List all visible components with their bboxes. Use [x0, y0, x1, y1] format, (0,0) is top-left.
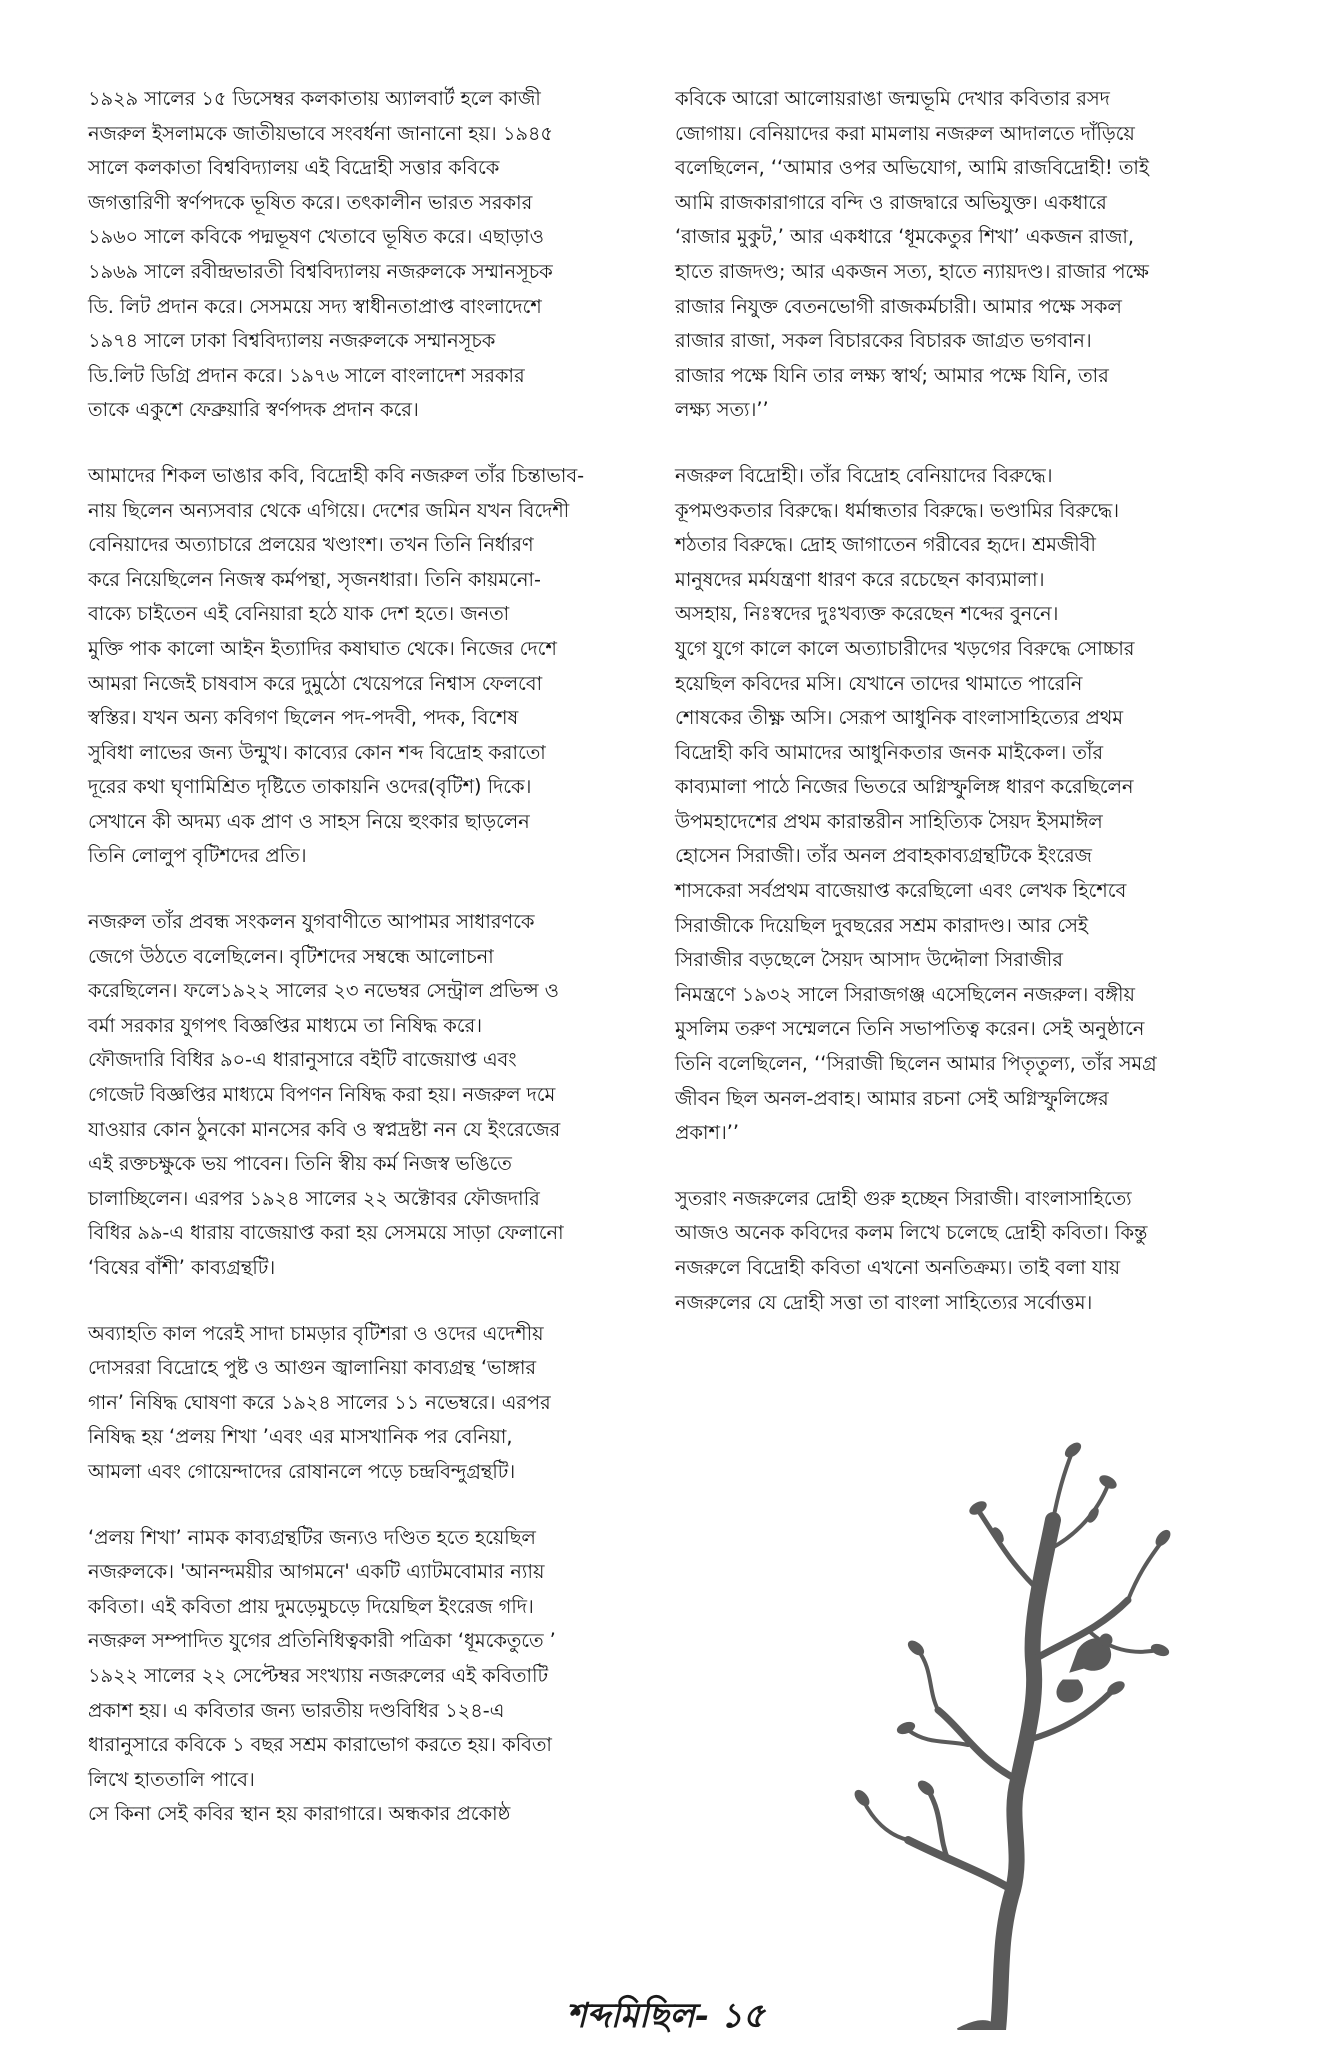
text-line: সে কিনা সেই কবির স্থান হয় কারাগারে। অন্ধকার প্রকোষ্ঠ — [88, 1802, 511, 1826]
text-line: হয়েছিল কবিদের মসি। যেখানে তাদের থামাতে পারেনি — [675, 671, 1083, 695]
text-line: নজরুল ইসলামকে জাতীয়ভাবে সংবর্ধনা জানানো হয়। ১৯৪৫ — [88, 121, 553, 145]
text-line: ডি.লিট ডিগ্রি প্রদান করে। ১৯৭৬ সালে বাংলাদেশ সরকার — [88, 363, 525, 387]
text-line: বিধির ৯৯-এ ধারায় বাজেয়াপ্ত করা হয় সেসময়ে সাড়া ফেলানো — [88, 1221, 564, 1245]
text-line: সালে কলকাতা বিশ্ববিদ্যালয় এই বিদ্রোহী সত্তার কবিকে — [88, 156, 500, 180]
text-line: করেছিলেন। ফলে১৯২২ সালের ২৩ নভেম্বর সেন্ট্রাল প্রভিন্স ও — [88, 979, 559, 1003]
text-line: তিনি বলেছিলেন, ‘‘সিরাজী ছিলেন আমার পিতৃতুল্য, তাঁর সমগ্র — [675, 1052, 1157, 1076]
text-line: শাসকেরা সর্বপ্রথম বাজেয়াপ্ত করেছিলো এবং লেখক হিশেবে — [675, 879, 1127, 903]
text-line: নজরুল বিদ্রোহী। তাঁর বিদ্রোহ বেনিয়াদের বিরুদ্ধে। — [675, 463, 1053, 487]
text-line: ‘প্রলয় শিখা’ নামক কাব্যগ্রন্থটির জন্যও দণ্ডিত হতে হয়েছিল — [88, 1525, 536, 1549]
text-line: চালাচ্ছিলেন। এরপর ১৯২৪ সালের ২২ অক্টোবর ফৌজদারি — [88, 1186, 540, 1210]
text-line: নিষিদ্ধ হয় ‘প্রলয় শিখা ’এবং এর মাসখানিক পর বেনিয়া, — [88, 1425, 513, 1449]
text-line: প্রকাশ।’’ — [675, 1121, 740, 1145]
text-line: লক্ষ্য সত্য।’’ — [675, 398, 769, 422]
text-line: ১৯৭৪ সালে ঢাকা বিশ্ববিদ্যালয় নজরুলকে সম্মানসূচক — [88, 329, 496, 353]
text-line: দোসররা বিদ্রোহে পুষ্ট ও আগুন জ্বালানিয়া কাব্যগ্রন্থ ‘ভাঙ্গার — [88, 1356, 537, 1380]
text-line: প্রকাশ হয়। এ কবিতার জন্য ভারতীয় দণ্ডবিধির ১২৪-এ — [88, 1698, 505, 1722]
text-line: জীবন ছিল অনল-প্রবাহ। আমার রচনা সেই অগ্নিস্ফুলিঙ্গের — [675, 1086, 1109, 1110]
text-line: দূরের কথা ঘৃণামিশ্রিত দৃষ্টিতে তাকায়নি ওদের(বৃটিশ) দিকে। — [88, 775, 532, 799]
text-line: নজরুলে বিদ্রোহী কবিতা এখনো অনতিক্রম্য। তাই বলা যায় — [675, 1256, 1120, 1279]
text-line: ১৯৬৯ সালে রবীন্দ্রভারতী বিশ্ববিদ্যালয় নজরুলকে সম্মানসূচক — [88, 259, 553, 283]
page-footer: শব্দমিছিল- ১৫ — [566, 1996, 765, 2036]
text-line: সুবিধা লাভের জন্য উন্মুখ। কাব্যের কোন শব্দ বিদ্রোহ করাতো — [88, 740, 546, 764]
text-line: অব্যাহতি কাল পরেই সাদা চামড়ার বৃটিশরা ও ওদের এদেশীয় — [88, 1321, 544, 1345]
text-line: হোসেন সিরাজী। তাঁর অনল প্রবাহকাব্যগ্রন্থটিকে ইংরেজ — [675, 844, 1092, 868]
text-line: ফৌজদারি বিধির ৯০-এ ধারানুসারে বইটি বাজেয়াপ্ত এবং — [88, 1048, 517, 1072]
paragraph — [88, 1521, 672, 1832]
paragraph — [88, 905, 672, 1286]
text-line: বর্মা সরকার যুগপৎ বিজ্ঞপ্তির মাধ্যমে তা নিষিদ্ধ করে। — [88, 1013, 483, 1037]
text-line: উপমহাদেশের প্রথম কারান্তরীন সাহিত্যিক সৈয়দ ইসমাঈল — [675, 809, 1103, 833]
text-line: কূপমণ্ডকতার বিরুদ্ধে। ধর্মান্ধতার বিরুদ্ধে। ভণ্ডামির বিরুদ্ধে। — [675, 498, 1120, 522]
text-line: মানুষদের মর্মযন্ত্রণা ধারণ করে রচেছেন কাব্যমালা। — [675, 567, 1045, 591]
text-line: নিমন্ত্রণে ১৯৩২ সালে সিরাজগঞ্জ এসেছিলেন নজরুল। বঙ্গীয় — [675, 982, 1135, 1006]
text-line: নজরুল তাঁর প্রবন্ধ সংকলন যুগবাণীতে আপামর সাধারণকে — [88, 910, 535, 934]
text-line: তাকে একুশে ফেব্রুয়ারি স্বর্ণপদক প্রদান করে। — [88, 398, 419, 422]
text-line: রাজার নিযুক্ত বেতনভোগী রাজকর্মচারী। আমার পক্ষে সকল — [675, 294, 1122, 318]
text-line: মুসলিম তরুণ সম্মেলনে তিনি সভাপতিত্ব করেন। সেই অনুষ্ঠানে — [675, 1017, 1145, 1041]
right-column — [675, 82, 1240, 1351]
text-line: শোষকের তীক্ষ্ণ অসি। সেরূপ আধুনিক বাংলাসাহিত্যের প্রথম — [675, 706, 1123, 730]
text-line: ‘বিষের বাঁশী’ কাব্যগ্রন্থটি। — [88, 1256, 276, 1279]
text-line: হাতে রাজদণ্ড; আর একজন সত্য, হাতে ন্যায়দণ্ড। রাজার পক্ষে — [675, 259, 1149, 283]
text-line: মুক্তি পাক কালো আইন ইত্যাদির কষাঘাত থেকে। নিজের দেশে — [88, 636, 557, 660]
left-column — [88, 82, 672, 1863]
text-line: লিখে হাততালি পাবে। — [88, 1767, 255, 1791]
text-line: জগত্তারিণী স্বর্ণপদকে ভূষিত করে। তৎকালীন ভারত সরকার — [88, 190, 533, 214]
text-line: গেজেট বিজ্ঞপ্তির মাধ্যমে বিপণন নিষিদ্ধ করা হয়। নজরুল দমে — [88, 1083, 556, 1107]
paragraph — [675, 459, 1240, 1151]
text-line: সিরাজীর বড়ছেলে সৈয়দ আসাদ উদ্দৌলা সিরাজীর — [675, 948, 1063, 972]
text-line: সিরাজীকে দিয়েছিল দুবছরের সশ্রম কারাদণ্ড। আর সেই — [675, 913, 1088, 937]
text-line: নজরুলের যে দ্রোহী সত্তা তা বাংলা সাহিত্যের সর্বোত্তম। — [675, 1290, 1093, 1314]
text-line: নজরুল সম্পাদিত যুগের প্রতিনিধিত্বকারী পত্রিকা ‘ধূমকেতুতে ’ — [88, 1629, 556, 1653]
text-line: বলেছিলেন, ‘‘আমার ওপর অভিযোগ, আমি রাজবিদ্রোহী! তাই — [675, 156, 1149, 180]
text-line: সেখানে কী অদম্য এক প্রাণ ও সাহস নিয়ে হুংকার ছাড়লেন — [88, 809, 530, 833]
text-line: আমি রাজকারাগারে বন্দি ও রাজদ্বারে অভিযুক্ত। একধারে — [675, 190, 1107, 214]
text-line: নজরুলকে। 'আনন্দময়ীর আগমনে' একটি এ্যাটমবোমার ন্যায় — [88, 1560, 545, 1584]
text-line: ১৯৬০ সালে কবিকে পদ্মভূষণ খেতাবে ভূষিত করে। এছাড়াও — [88, 225, 544, 249]
text-line: গান’ নিষিদ্ধ ঘোষণা করে ১৯২৪ সালের ১১ নভেম্বরে। এরপর — [88, 1390, 551, 1414]
text-line: ধারানুসারে কবিকে ১ বছর সশ্রম কারাভোগ করতে হয়। কবিতা — [88, 1733, 552, 1757]
text-line: আমাদের শিকল ভাঙার কবি, বিদ্রোহী কবি নজরুল তাঁর চিন্তাভাব- — [88, 463, 585, 487]
tree-with-birds-icon — [848, 1440, 1188, 2030]
paragraph — [675, 82, 1240, 428]
paragraph — [88, 459, 672, 874]
text-line: এই রক্তচক্ষুকে ভয় পাবেন। তিনি স্বীয় কর্ম নিজস্ব ভঙিতে — [88, 1152, 512, 1176]
text-line: রাজার পক্ষে যিনি তার লক্ষ্য স্বার্থ; আমার পক্ষে যিনি, তার — [675, 363, 1109, 387]
text-line: শঠতার বিরুদ্ধে। দ্রোহ জাগাতেন গরীবের হৃদে। শ্রমজীবী — [675, 533, 1096, 557]
text-line: বেনিয়াদের অত্যাচারে প্রলয়ের খণ্ডাংশ। তখন তিনি নির্ধারণ — [88, 533, 534, 557]
text-line: ১৯২৯ সালের ১৫ ডিসেম্বর কলকাতায় অ্যালবার্ট হলে কাজী — [88, 87, 541, 110]
text-line: ডি. লিট প্রদান করে। সেসময়ে সদ্য স্বাধীনতাপ্রাপ্ত বাংলাদেশে — [88, 294, 542, 318]
text-line: ১৯২২ সালের ২২ সেপ্টেম্বর সংখ্যায় নজরুলের এই কবিতাটি — [88, 1663, 548, 1687]
text-line: ‘রাজার মুকুট,’ আর একধারে ‘ধূমকেতুর শিখা’ একজন রাজা, — [675, 225, 1134, 249]
paragraph — [88, 1317, 672, 1490]
text-line: রাজার রাজা, সকল বিচারকের বিচারক জাগ্রত ভগবান। — [675, 329, 1092, 353]
text-line: কাব্যমালা পাঠে নিজের ভিতরে অগ্নিস্ফুলিঙ্গ ধারণ করেছিলেন — [675, 775, 1134, 799]
text-line: কবিতা। এই কবিতা প্রায় দুমড়েমুচড়ে দিয়েছিল ইংরেজ গদি। — [88, 1594, 534, 1618]
text-line: আমলা এবং গোয়েন্দাদের রোষানলে পড়ে চন্দ্রবিন্দুগ্রন্থটি। — [88, 1459, 516, 1483]
text-line: আমরা নিজেই চাষবাস করে দুমুঠো খেয়েপরে নিশ্বাস ফেলবো — [88, 671, 543, 695]
text-line: তিনি লোলুপ বৃটিশদের প্রতি। — [88, 844, 307, 868]
text-line: করে নিয়েছিলেন নিজস্ব কর্মপন্থা, সৃজনধারা। তিনি কায়মনো- — [88, 567, 541, 591]
paragraph — [88, 82, 672, 428]
text-line: বাক্যে চাইতেন এই বেনিয়ারা হঠে যাক দেশ হতে। জনতা — [88, 602, 510, 626]
paragraph — [675, 1182, 1240, 1320]
text-line: কবিকে আরো আলোয়রাঙা জন্মভূমি দেখার কবিতার রসদ — [675, 87, 1110, 110]
text-line: জোগায়। বেনিয়াদের করা মামলায় নজরুল আদালতে দাঁড়িয়ে — [675, 121, 1135, 145]
text-line: বিদ্রোহী কবি আমাদের আধুনিকতার জনক মাইকেল। তাঁর — [675, 740, 1104, 764]
text-line: যুগে যুগে কালে কালে অত্যাচারীদের খড়গের বিরুদ্ধে সোচ্চার — [675, 636, 1135, 660]
text-line: জেগে উঠতে বলেছিলেন। বৃটিশদের সম্বন্ধে আলোচনা — [88, 944, 494, 968]
text-line: স্বস্তির। যখন অন্য কবিগণ ছিলেন পদ-পদবী, পদক, বিশেষ — [88, 706, 519, 730]
text-line: নায় ছিলেন অন্যসবার থেকে এগিয়ে। দেশের জমিন যখন বিদেশী — [88, 498, 570, 522]
text-line: সুতরাং নজরুলের দ্রোহী গুরু হচ্ছেন সিরাজী। বাংলাসাহিত্যে — [675, 1186, 1132, 1210]
text-line: অসহায়, নিঃস্বদের দুঃখব্যক্ত করেছেন শব্দের বুননে। — [675, 602, 1059, 626]
text-line: যাওয়ার কোন ঠুনকো মানসের কবি ও স্বপ্নদ্রষ্টা নন যে ইংরেজের — [88, 1117, 561, 1141]
text-line: আজও অনেক কবিদের কলম লিখে চলেছে দ্রোহী কবিতা। কিন্তু — [675, 1221, 1148, 1245]
